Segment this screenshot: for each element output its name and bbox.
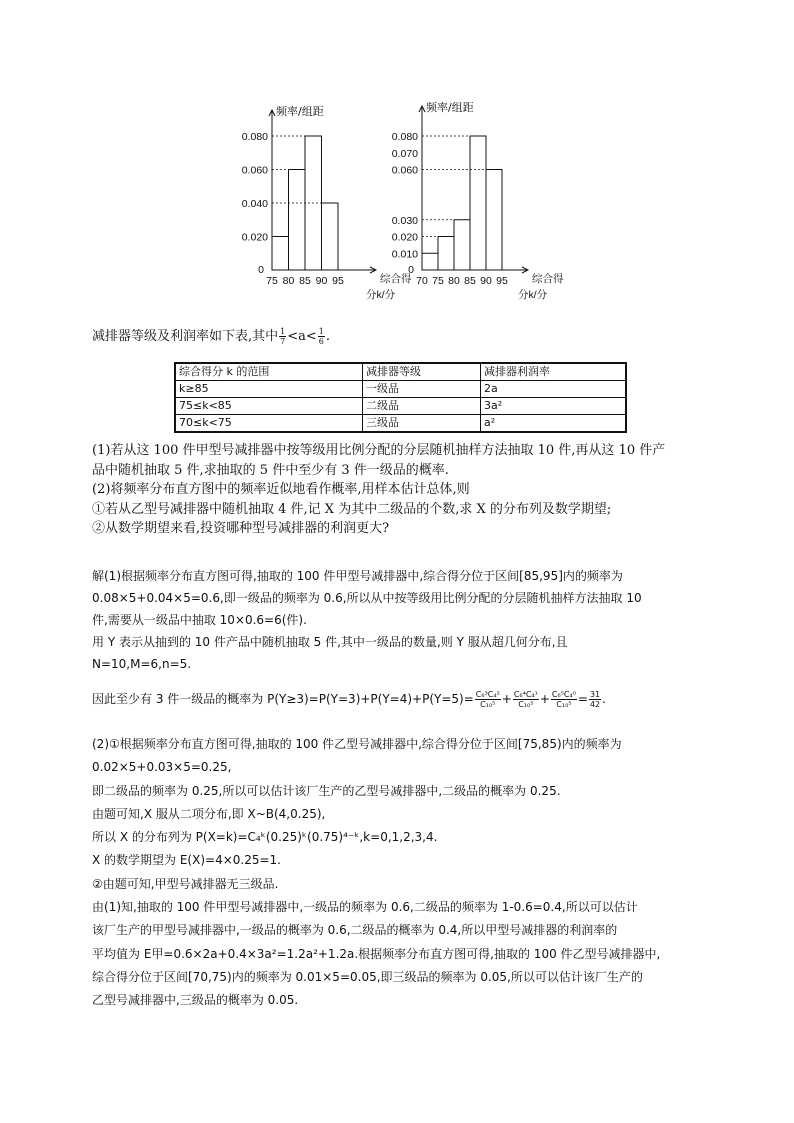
histogram-right (388, 100, 563, 304)
table-row (175, 415, 626, 433)
frac-num: 1 (280, 327, 286, 336)
solution-line: 解(1)根据频率分布直方图可得,抽取的 100 件甲型号减排器中,综合得分位于区间[85,95]内的频率为 (92, 569, 623, 583)
histogram-bar (454, 220, 470, 270)
solution-line: 平均值为 E甲=0.6×2a+0.4×3a²=1.2a²+1.2a.根据频率分布直方图可得,抽取的 100 件乙型号减排器中, (92, 946, 661, 961)
frac-den: 6 (318, 337, 324, 346)
solution-line: X 的数学期望为 E(X)=4×0.25=1. (92, 853, 281, 868)
y-tick-label: 0.060 (391, 164, 418, 177)
y-tick-label: 0.020 (391, 231, 418, 244)
frac-num: 31 (589, 690, 601, 699)
x-axis-label: 分k/分 (366, 289, 396, 301)
y-tick-label: 0.010 (391, 248, 418, 261)
period: . (602, 692, 606, 706)
table-cell: 一级品 (363, 381, 481, 398)
table-cell: 70≤k<75 (175, 415, 363, 433)
frac-den: 42 (589, 700, 601, 709)
x-tick-label: 90 (315, 275, 328, 287)
origin-label: 0 (258, 264, 264, 276)
grade-table (174, 362, 627, 433)
x-axis-label: 综合得 (380, 273, 412, 285)
histogram-left-svg (236, 100, 412, 301)
x-tick-label: 75 (266, 275, 278, 287)
y-tick-label: 0.080 (241, 131, 268, 143)
table-cell: 3a² (481, 398, 627, 415)
table-cell: 二级品 (363, 398, 481, 415)
x-tick-label: 80 (448, 275, 460, 287)
table-row (175, 398, 626, 415)
x-tick-label: 80 (282, 275, 295, 287)
plus-sign: + (539, 692, 550, 706)
frac-num: C₆⁵C₄⁰ (551, 690, 576, 699)
histogram-bar (289, 170, 306, 271)
y-tick-label: 0.030 (391, 214, 418, 227)
solution-line: 即二级品的频率为 0.25,所以可以估计该厂生产的乙型号减排器中,二级品的概率为 0.25. (92, 783, 561, 798)
equals-sign: = (577, 692, 588, 706)
x-axis-label: 分k/分 (518, 289, 548, 301)
y-tick-label: 0.060 (241, 164, 268, 177)
solution-line: 件,需要从一级品中抽取 10×0.6=6(件). (92, 613, 307, 627)
plus-sign: + (501, 692, 512, 706)
x-tick-label: 90 (480, 275, 492, 287)
solution-line: N=10,M=6,n=5. (92, 657, 192, 671)
prob-frac (475, 690, 501, 709)
x-tick-label: 75 (432, 275, 444, 287)
solution-line: 由题可知,X 服从二项分布,即 X~B(4,0.25), (92, 806, 326, 821)
prob-text: 因此至少有 3 件一级品的概率为 P(Y≥3)=P(Y=3)+P(Y=4)+P(Y=5)= (92, 692, 474, 706)
prob-frac-result (589, 690, 601, 709)
histogram-left (236, 100, 412, 304)
solution-part1 (92, 565, 717, 675)
solution-line: ②由题可知,甲型号减排器无三级品. (92, 876, 279, 891)
histogram-bar (470, 136, 486, 270)
question-line: ②从数学期望来看,投资哪种型号减排器的利润更大? (92, 521, 390, 536)
frac-num: C₆⁴C₄¹ (513, 690, 538, 699)
questions-block (92, 441, 712, 539)
solution-line: 乙型号减排器中,三级品的概率为 0.05. (92, 993, 299, 1008)
histogram-bar (322, 203, 339, 270)
histogram-bar (438, 237, 454, 271)
frac-num: C₆³C₄² (475, 690, 500, 699)
intro-frac2 (318, 327, 325, 346)
question-line: (2)将频率分布直方图中的频率近似地看作概率,用样本估计总体,则 (92, 482, 470, 497)
x-tick-label: 95 (332, 275, 344, 287)
frac-den: C₁₀⁵ (556, 700, 572, 709)
y-tick-label: 0.080 (391, 131, 418, 143)
table-cell: a² (481, 415, 627, 433)
solution-line: 由(1)知,抽取的 100 件甲型号减排器中,一级品的频率为 0.6,二级品的频率为 1-0.6=0.4,所以可以估计 (92, 900, 638, 915)
solution-line: 0.02×5+0.03×5=0.25, (92, 760, 232, 775)
question-line: (1)若从这 100 件甲型号减排器中按等级用比例分配的分层随机抽样方法抽取 10 件,再从这 10 件产 (92, 443, 666, 458)
table-cell: 三级品 (363, 415, 481, 433)
table-header-cell: 减排器利润率 (481, 363, 627, 381)
x-tick-label: 85 (299, 275, 311, 287)
intro-after: . (325, 329, 331, 344)
table-header-cell: 综合得分 k 的范围 (175, 363, 363, 381)
frac-den: 7 (280, 337, 286, 346)
solution-line: 所以 X 的分布列为 P(X=k)=C₄ᵏ(0.25)ᵏ(0.75)⁴⁻ᵏ,k=0,1,2,3,4. (92, 830, 438, 845)
origin-label: 0 (408, 264, 414, 276)
prob-frac (551, 690, 577, 709)
x-tick-label: 70 (416, 275, 428, 287)
solution-line: 用 Y 表示从抽到的 10 件产品中随机抽取 5 件,其中一级品的数量,则 Y 服从超几何分布,且 (92, 635, 568, 649)
solution-part2 (92, 733, 717, 1013)
intro-frac1 (279, 327, 286, 346)
table-cell: k≥85 (175, 381, 363, 398)
y-tick-label: 0.040 (241, 198, 268, 210)
y-tick-label: 0.020 (241, 231, 268, 244)
solution-line: 0.08×5+0.04×5=0.6,即一级品的频率为 0.6,所以从中按等级用比例分配的分层随机抽样方法抽取 10 (92, 591, 642, 605)
x-tick-label: 95 (496, 275, 508, 287)
histogram-bar (486, 170, 502, 271)
histogram-right-svg (388, 100, 563, 300)
y-axis-label: 频率/组距 (426, 101, 474, 114)
frac-den: C₁₀⁵ (480, 700, 496, 709)
intro-before: 减排器等级及利润率如下表,其中 (92, 329, 279, 344)
question-line: 品中随机抽取 5 件,求抽取的 5 件中至少有 3 件一级品的概率. (92, 462, 449, 478)
table-header-cell: 减排器等级 (363, 363, 481, 381)
frac-num: 1 (318, 327, 324, 336)
histogram-bar (422, 253, 438, 270)
table-header-row (175, 363, 626, 381)
table-cell: 75≤k<85 (175, 398, 363, 415)
table-cell: 2a (481, 381, 627, 398)
frac-den: C₁₀⁵ (518, 700, 534, 709)
y-axis-label: 频率/组距 (276, 105, 324, 118)
table-row (175, 381, 626, 398)
solution-line: (2)①根据频率分布直方图可得,抽取的 100 件乙型号减排器中,综合得分位于区间[75,85)内的频率为 (92, 737, 622, 751)
solution-line: 该厂生产的甲型号减排器中,一级品的概率为 0.6,二级品的概率为 0.4,所以甲型号减排器的利润率的 (92, 923, 618, 938)
x-tick-label: 85 (464, 275, 476, 287)
y-tick-label: 0.070 (391, 147, 418, 160)
intro-line (92, 327, 712, 346)
question-line: ①若从乙型号减排器中随机抽取 4 件,记 X 为其中二级品的个数,求 X 的分布列及数学期望; (92, 501, 612, 517)
histogram-bar (272, 237, 289, 271)
prob-frac (513, 690, 539, 709)
solution-line: 综合得分位于区间[70,75)内的频率为 0.01×5=0.05,即三级品的频率为 0.05,所以可以估计该厂生产的 (92, 969, 643, 984)
probability-line (92, 690, 717, 709)
intro-middle: <a< (287, 329, 317, 344)
x-axis-label: 综合得 (532, 273, 564, 285)
